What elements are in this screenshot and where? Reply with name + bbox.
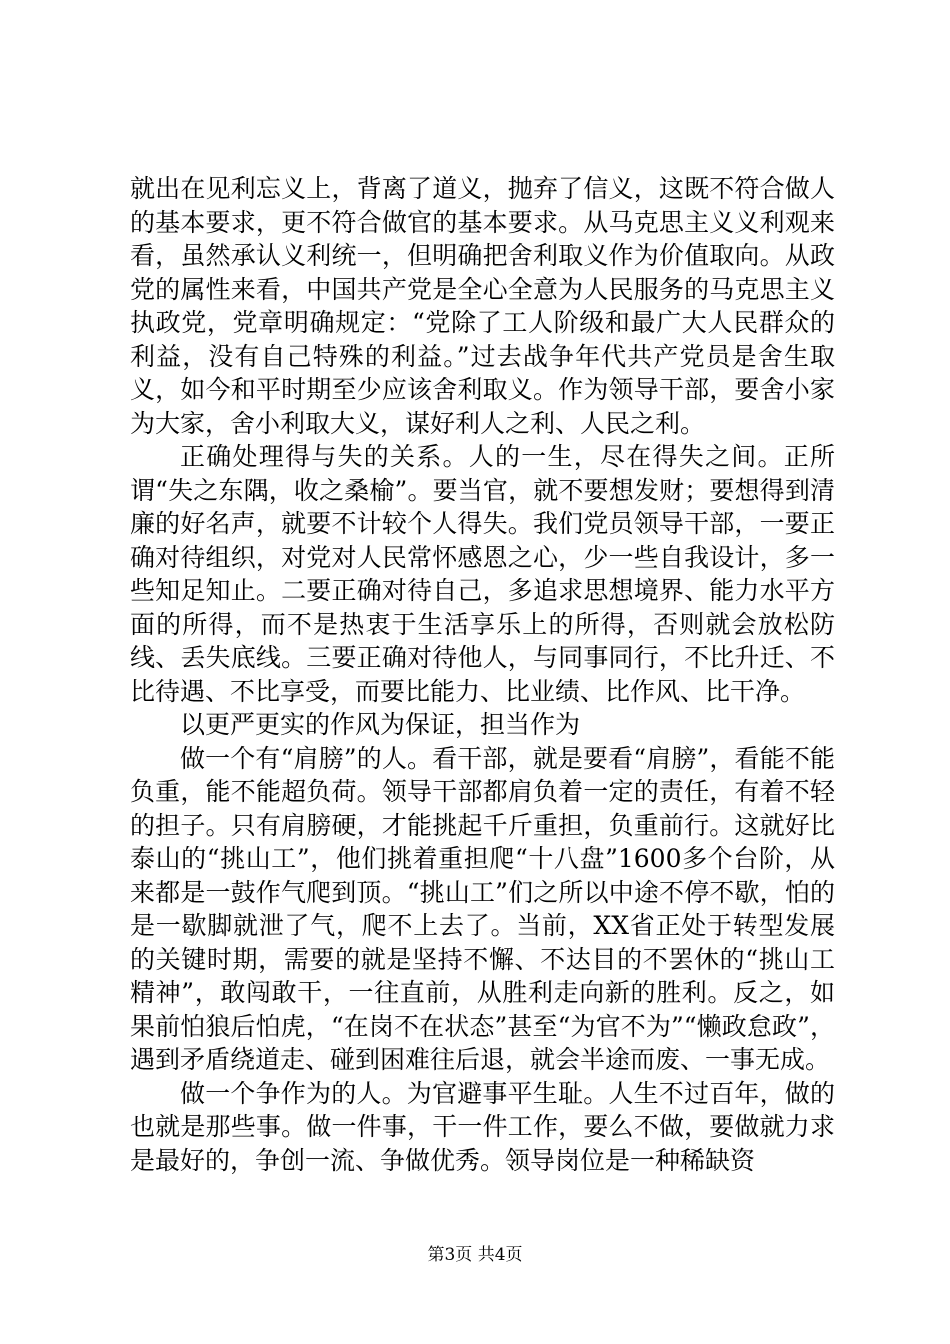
paragraph-continuation: 就出在见利忘义上，背离了道义，抛弃了信义，这既不符合做人的基本要求，更不符合做官的基本要求。从马克思主义义利观来看，虽然承认义利统一，但明确把舍利取义作为价值取向。从政党的属性来看，中国共产党是全心全意为人民服务的马克思主义执政党，党章明确规定：“党除了工人阶级和最广大人民群众的利益，没有自己特殊的利益。”过去战争年代共产党员是舍生取义，如今和平时期至少应该舍利取义。作为领导干部，要舍小家为大家，舍小利取大义，谋好利人之利、人民之利。 bbox=[130, 174, 835, 438]
paragraph-shoulders: 做一个有“肩膀”的人。看干部，就是要看“肩膀”，看能不能负重，能不能超负荷。领导干部都肩负着一定的责任，有着不轻的担子。只有肩膀硬，才能挑起千斤重担，负重前行。这就好比泰山的“挑山工”，他们挑着重担爬“十八盘”1600多个台阶，从来都是一鼓作气爬到顶。“挑山工”们之所以中途不停不歇，怕的是一歇脚就泄了气，爬不上去了。当前，XX省正处于转型发展的关键时期，需要的就是坚持不懈、不达目的不罢休的“挑山工精神”，敢闯敢干，一往直前，从胜利走向新的胜利。反之，如果前怕狼后怕虎，“在岗不在状态”甚至“为官不为”“懒政怠政”，遇到矛盾绕道走、碰到困难往后退，就会半途而废、一事无成。 bbox=[130, 743, 835, 1074]
section-heading: 以更严更实的作风为保证，担当作为 bbox=[180, 710, 581, 739]
paragraph-gain-and-loss: 正确处理得与失的关系。人的一生，尽在得失之间。正所谓“失之东隅，收之桑榆”。要当官，就不要想发财；要想得到清廉的好名声，就要不计较个人得失。我们党员领导干部，一要正确对待组织，对党对人民常怀感恩之心，少一些自我设计，多一些知足知止。二要正确对待自己，多追求思想境界、能力水平方面的所得，而不是热衷于生活享乐上的所得，否则就会放松防线、丢失底线。三要正确对待他人，与同事同行，不比升迁、不比待遇、不比享受，而要比能力、比业绩、比作风、比干净。 bbox=[130, 442, 835, 706]
page-number-footer: 第3页 共4页 bbox=[427, 1245, 523, 1265]
document-body bbox=[130, 172, 835, 1177]
paragraph-strive-to-act: 做一个争作为的人。为官避事平生耻。人生不过百年，做的也就是那些事。做一件事，干一件工作，要么不做，要做就力求是最好的，争创一流、争做优秀。领导岗位是一种稀缺资 bbox=[130, 1078, 835, 1175]
